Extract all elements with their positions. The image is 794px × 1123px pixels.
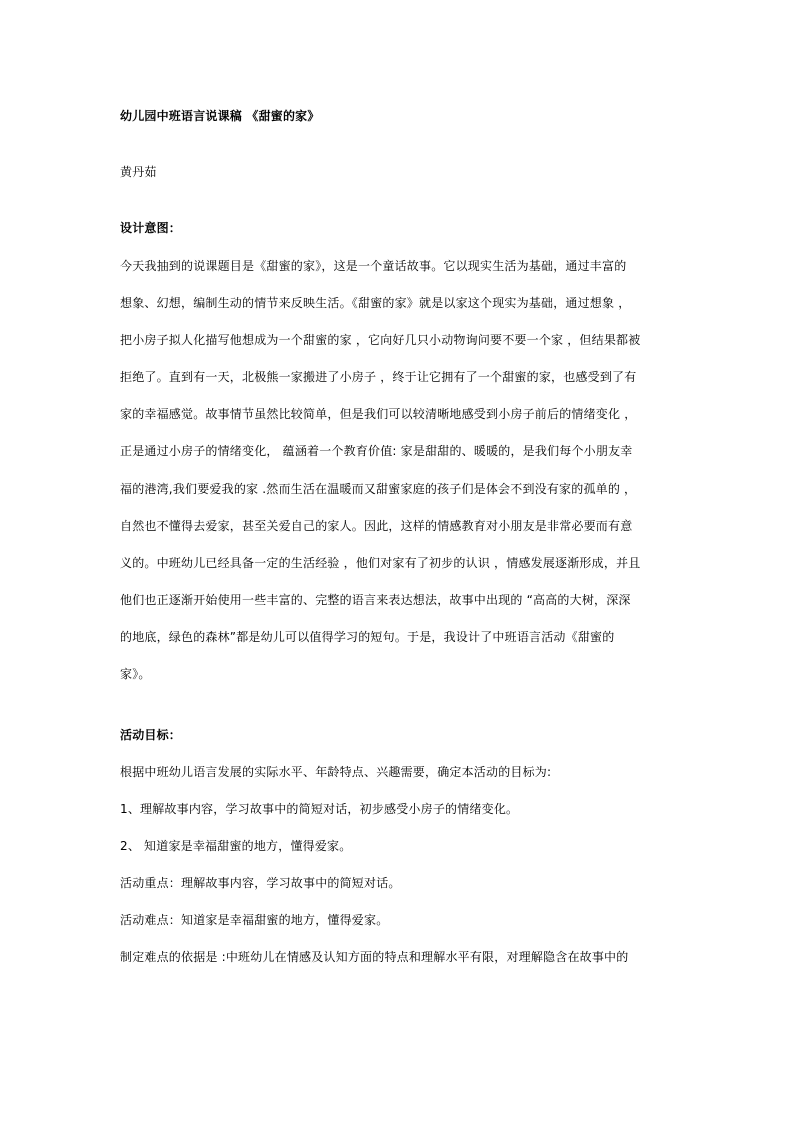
paragraph-line: 根据中班幼儿语言发展的实际水平、年龄特点、兴趣需要，确定本活动的目标为: <box>120 765 552 779</box>
paragraph-line: 家》。 <box>120 667 151 681</box>
paragraph-line: 拒绝了。直到有一天，北极熊一家搬进了小房子 ，终于让它拥有了一个甜蜜的家，也感受到了有 <box>120 370 637 384</box>
paragraph-line: 把小房子拟人化描写他想成为一个甜蜜的家 ，它向好几只小动物询问要不要一个家 ，但结果都被 <box>120 333 641 347</box>
paragraph-line: 自然也不懂得去爱家，甚至关爱自己的家人。因此，这样的情感教育对小朋友是非常必要而有意 <box>120 519 633 533</box>
paragraph-line: 活动难点：知道家是幸福甜蜜的地方，懂得爱家。 <box>120 913 389 927</box>
paragraph-line: 1、理解故事内容，学习故事中的简短对话，初步感受小房子的情绪变化。 <box>120 802 519 816</box>
paragraph-line: 2、 知道家是幸福甜蜜的地方，懂得爱家。 <box>120 839 352 853</box>
document-title: 幼儿园中班语言说课稿 《甜蜜的家》 <box>120 109 320 123</box>
paragraph-line: 正是通过小房子的情绪变化， 蕴涵着一个教育价值: 家是甜甜的、暖暖的，是我们每个小朋友幸 <box>120 444 633 458</box>
document-author: 黄丹茹 <box>120 165 157 179</box>
paragraph-line: 的地底，绿色的森林”都是幼儿可以值得学习的短句。于是，我设计了中班语言活动《甜蜜的 <box>120 630 615 644</box>
paragraph-line: 制定难点的依据是 :中班幼儿在情感及认知方面的特点和理解水平有限，对理解隐含在故事中的 <box>120 950 629 964</box>
paragraph-line: 家的幸福感觉。故事情节虽然比较简单，但是我们可以较清晰地感受到小房子前后的情绪变化 ， <box>120 407 637 421</box>
section-heading-activity-goals: 活动目标： <box>120 728 182 742</box>
paragraph-line: 想象、幻想，编制生动的情节来反映生活。《甜蜜的家》就是以家这个现实为基础，通过想象 ， <box>120 296 631 310</box>
paragraph-line: 活动重点：理解故事内容，学习故事中的简短对话。 <box>120 876 401 890</box>
paragraph-line: 他们也正逐渐开始使用一些丰富的、完整的语言来表达想法，故事中出现的 “高高的大树，深深 <box>120 593 631 607</box>
paragraph-line: 福的港湾,我们要爱我的家 .然而生活在温暖而又甜蜜家庭的孩子们是体会不到没有家的孤单的 ， <box>120 482 637 496</box>
section-heading-design-intent: 设计意图： <box>120 221 182 235</box>
paragraph-line: 义的。中班幼儿已经具备一定的生活经验 ，他们对家有了初步的认识 ，情感发展逐渐形成，并且 <box>120 556 641 570</box>
paragraph-line: 今天我抽到的说课题目是《甜蜜的家》，这是一个童话故事。它以现实生活为基础，通过丰富的 <box>120 259 627 273</box>
